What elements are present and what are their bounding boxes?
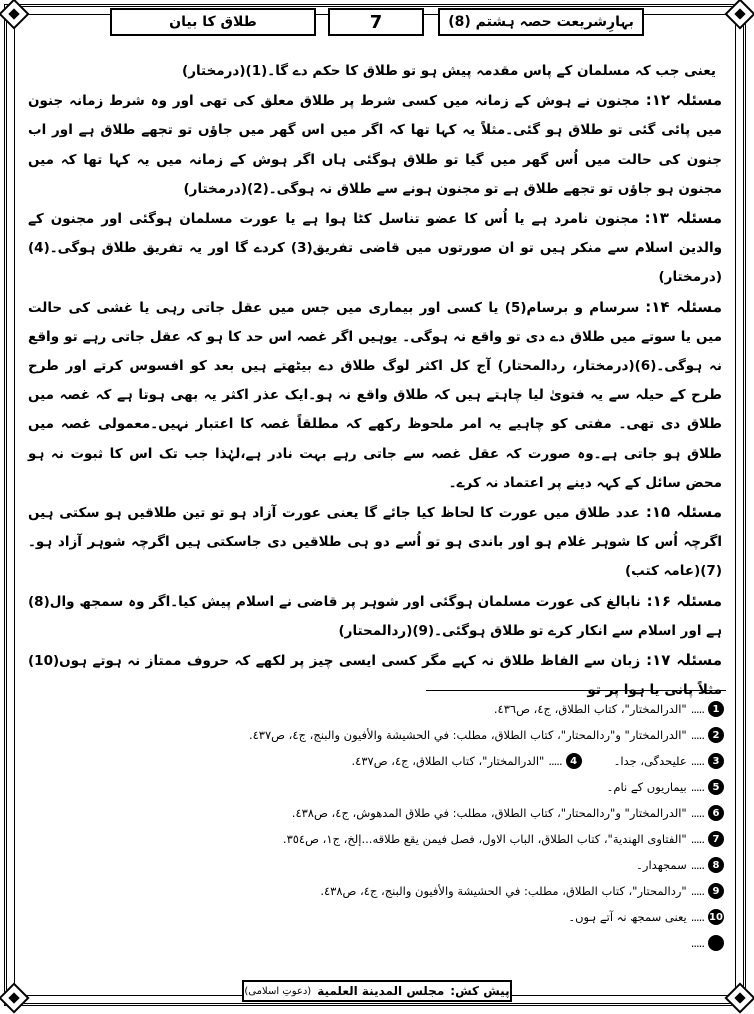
footnote-number: 10 bbox=[708, 909, 724, 925]
paragraph-text: عدد طلاق میں عورت کا لحاظ کیا جائے گا یعنی عورت آزاد ہو تو تین طلاقیں ہو سکتی ہیں اگرچہ اُس کا شوہر غلام ہو اور باندی ہو تو اُسے دو ہی طلاقیں دی جاسکتی ہیں اگرچہ شوہر آزاد ہو۔(7)(عامہ کتب) bbox=[28, 505, 722, 580]
paragraph-text: زبان سے الفاظ طلاق نہ کہے مگر کسی ایسی چیز پر لکھے کہ حروف ممتاز نہ ہوتے ہوں(10) مثلاً پانی یا ہوا پر تو bbox=[28, 653, 722, 699]
footnote: ..... bbox=[34, 930, 724, 956]
footnote: 10 ..... یعنی سمجھ نہ آتے ہوں۔ bbox=[568, 910, 723, 924]
paragraph-text: یعنی جب کہ مسلمان کے پاس مقدمہ پیش ہو تو طلاق کا حکم دے گا۔(1)(درمختار) bbox=[182, 63, 716, 79]
paragraph bbox=[28, 293, 722, 498]
paragraph-text: سرسام و برسام(5) یا کسی اور بیماری میں جس میں عقل جاتی رہی یا غشی کی حالت میں یا سوتے میں طلاق دے دی تو واقع نہ ہوگی۔ یوہیں اگر غصہ اس حد کا ہو کہ عقل جاتی رہے تو واقع نہ ہوگی۔(6)(درمختار، ردالمحتار) آج کل اکثر لوگ طلاق دے بیٹھتے ہیں بعد کو افسوس کرتے اور طرح طرح کے حیلہ سے یہ فتویٰ لیا چاہتے ہیں کہ طلاق واقع نہ ہو۔ایک عذر اکثر یہ بھی ہوتا ہے کہ غصہ میں طلاق دی تھی۔ مفتی کو چاہیے یہ امر ملحوظ رکھے کہ مطلقاً غصہ کا اعتبار نہیں۔معمولی غصہ میں طلاق ہو جاتی ہے۔وہ صورت کہ عقل غصہ سے جاتی رہے بہت نادر ہے،لہٰذا جب تک اس کا ثبوت نہ ہو محض سائل کے کہہ دینے پر اعتماد نہ کرے۔ bbox=[28, 299, 722, 491]
page-number: 7 bbox=[328, 8, 424, 36]
footnote-number: 2 bbox=[708, 727, 724, 743]
book-title: بہارِشریعت حصہ ہشتم (8) bbox=[438, 8, 644, 36]
footnote-text: علیحدگی، جدا۔ bbox=[613, 754, 687, 768]
paragraph bbox=[28, 587, 722, 646]
footnote: 2 ..... "الدرالمختار" و"ردالمحتار"، كتاب الطلاق، مطلب: في الحشيشة والأفيون والبنج، ج٤، ص٤٣٧. bbox=[34, 722, 724, 748]
footnote-text: "الدرالمختار"، كتاب الطلاق، ج٤، ص٤٣٧. bbox=[351, 754, 545, 768]
footnote: 7 ..... "الفتاوى الهندية"، كتاب الطلاق، الباب الاول، فصل فيمن يقع طلاقه...إلخ، ج١، ص٣٥٤. bbox=[34, 826, 724, 852]
paragraph bbox=[28, 86, 722, 204]
page-header bbox=[110, 8, 644, 36]
footnote-text: یعنی سمجھ نہ آتے ہوں۔ bbox=[568, 910, 687, 924]
footnote-text: "ردالمحتار"، كتاب الطلاق، مطلب: في الحشيشة والأفيون والبنج، ج٤، ص٤٣٨. bbox=[320, 884, 687, 898]
footnote-text: سمجھدار۔ bbox=[636, 858, 687, 872]
masala-label: مسئلہ ۱۳: bbox=[644, 209, 722, 228]
main-text bbox=[28, 56, 722, 705]
footnote-text: "الدرالمختار" و"ردالمحتار"، كتاب الطلاق، مطلب: في طلاق المدهوش، ج٤، ص٤٣٨. bbox=[291, 806, 687, 820]
footnote: 9 ..... "ردالمحتار"، كتاب الطلاق، مطلب: في الحشيشة والأفيون والبنج، ج٤، ص٤٣٨. bbox=[34, 878, 724, 904]
footnote-text: "الدرالمختار" و"ردالمحتار"، كتاب الطلاق، مطلب: في الحشيشة والأفيون والبنج، ج٤، ص٤٣٧. bbox=[248, 728, 687, 742]
publisher-name: مجلس المدينة العلمية bbox=[317, 984, 445, 998]
footnotes bbox=[34, 696, 724, 956]
paragraph bbox=[28, 204, 722, 293]
paragraph-text: نابالغ کی عورت مسلمان ہوگئی اور شوہر پر قاضی نے اسلام پیش کیا۔اگر وہ سمجھ وال(8) ہے اور اسلام سے انکار کرے تو طلاق ہوگئی۔(9)(ردالمحتار) bbox=[28, 593, 722, 639]
footnote: 1 ..... "الدرالمختار"، كتاب الطلاق، ج٤، ص٤٣٦. bbox=[34, 696, 724, 722]
footnote: 8 ..... سمجھدار۔ bbox=[34, 852, 724, 878]
chapter-title: طلاق کا بیان bbox=[110, 8, 316, 36]
publisher-tag: (دعوتِ اسلامی) bbox=[244, 985, 312, 997]
footnote-number: 3 bbox=[708, 753, 724, 769]
footnote-separator bbox=[426, 690, 726, 691]
paragraph bbox=[28, 498, 722, 587]
publisher-footer bbox=[242, 980, 512, 1002]
footnote-number: 4 bbox=[566, 753, 582, 769]
footnote-number: 5 bbox=[708, 779, 724, 795]
masala-label: مسئلہ ۱۲: bbox=[645, 91, 722, 110]
footnote-number: 1 bbox=[708, 701, 724, 717]
masala-label: مسئلہ ۱۴: bbox=[645, 297, 722, 316]
footnote-text: بیماریوں کے نام۔ bbox=[606, 780, 687, 794]
footer-prefix: پیش کش: bbox=[450, 984, 510, 998]
footnote-number: 8 bbox=[708, 857, 724, 873]
footnote-inline: 4 ..... "الدرالمختار"، كتاب الطلاق، ج٤، ص٤٣٧. bbox=[352, 753, 582, 769]
paragraph-text: مجنون نامرد ہے یا اُس کا عضو تناسل کٹا ہوا ہے یا عورت مسلمان ہوگئی اور مجنون کے والدین اسلام سے منکر ہیں تو ان صورتوں میں قاضی تفریق(3) کردے گا اور یہ تفریق طلاق ہوگی۔(4)(درمختار) bbox=[28, 211, 723, 286]
paragraph bbox=[28, 56, 722, 86]
masala-label: مسئلہ ۱۵: bbox=[645, 503, 722, 522]
masala-label: مسئلہ ۱۷: bbox=[646, 651, 722, 670]
masala-label: مسئلہ ۱۶: bbox=[646, 591, 722, 610]
footnote-number: 7 bbox=[708, 831, 724, 847]
footnote: 3 ..... علیحدگی، جدا۔ 4 ..... "الدرالمختار"، كتاب الطلاق، ج٤، ص٤٣٧. bbox=[34, 748, 724, 774]
footnote-number bbox=[708, 935, 724, 951]
footnote: 6 ..... "الدرالمختار" و"ردالمحتار"، كتاب الطلاق، مطلب: في طلاق المدهوش، ج٤، ص٤٣٨. bbox=[34, 800, 724, 826]
paragraph-text: مجنون نے ہوش کے زمانہ میں کسی شرط پر طلاق معلق کی تھی اور وہ شرط زمانہ جنون میں پائی گئی تو طلاق ہو گئی۔مثلاً یہ کہا تھا کہ اگر میں اس گھر میں جاؤں تو تجھے طلاق ہے اور اب جنون کی حالت میں اُس گھر میں گیا تو طلاق ہوگئی ہاں اگر ہوش کے زمانہ میں یہ کہا تھا کہ میں مجنون ہو جاؤں تو تجھے طلاق ہے تو مجنون ہونے سے طلاق نہ ہوگی۔(2)(درمختار) bbox=[28, 93, 722, 197]
footnote-number: 6 bbox=[708, 805, 724, 821]
footnote: 5 ..... بیماریوں کے نام۔ bbox=[34, 774, 724, 800]
footnote-text: "الدرالمختار"، كتاب الطلاق، ج٤، ص٤٣٦. bbox=[493, 702, 687, 716]
footnote-number: 9 bbox=[708, 883, 724, 899]
footnote-text: "الفتاوى الهندية"، كتاب الطلاق، الباب الاول، فصل فيمن يقع طلاقه...إلخ، ج١، ص٣٥٤. bbox=[282, 832, 687, 846]
